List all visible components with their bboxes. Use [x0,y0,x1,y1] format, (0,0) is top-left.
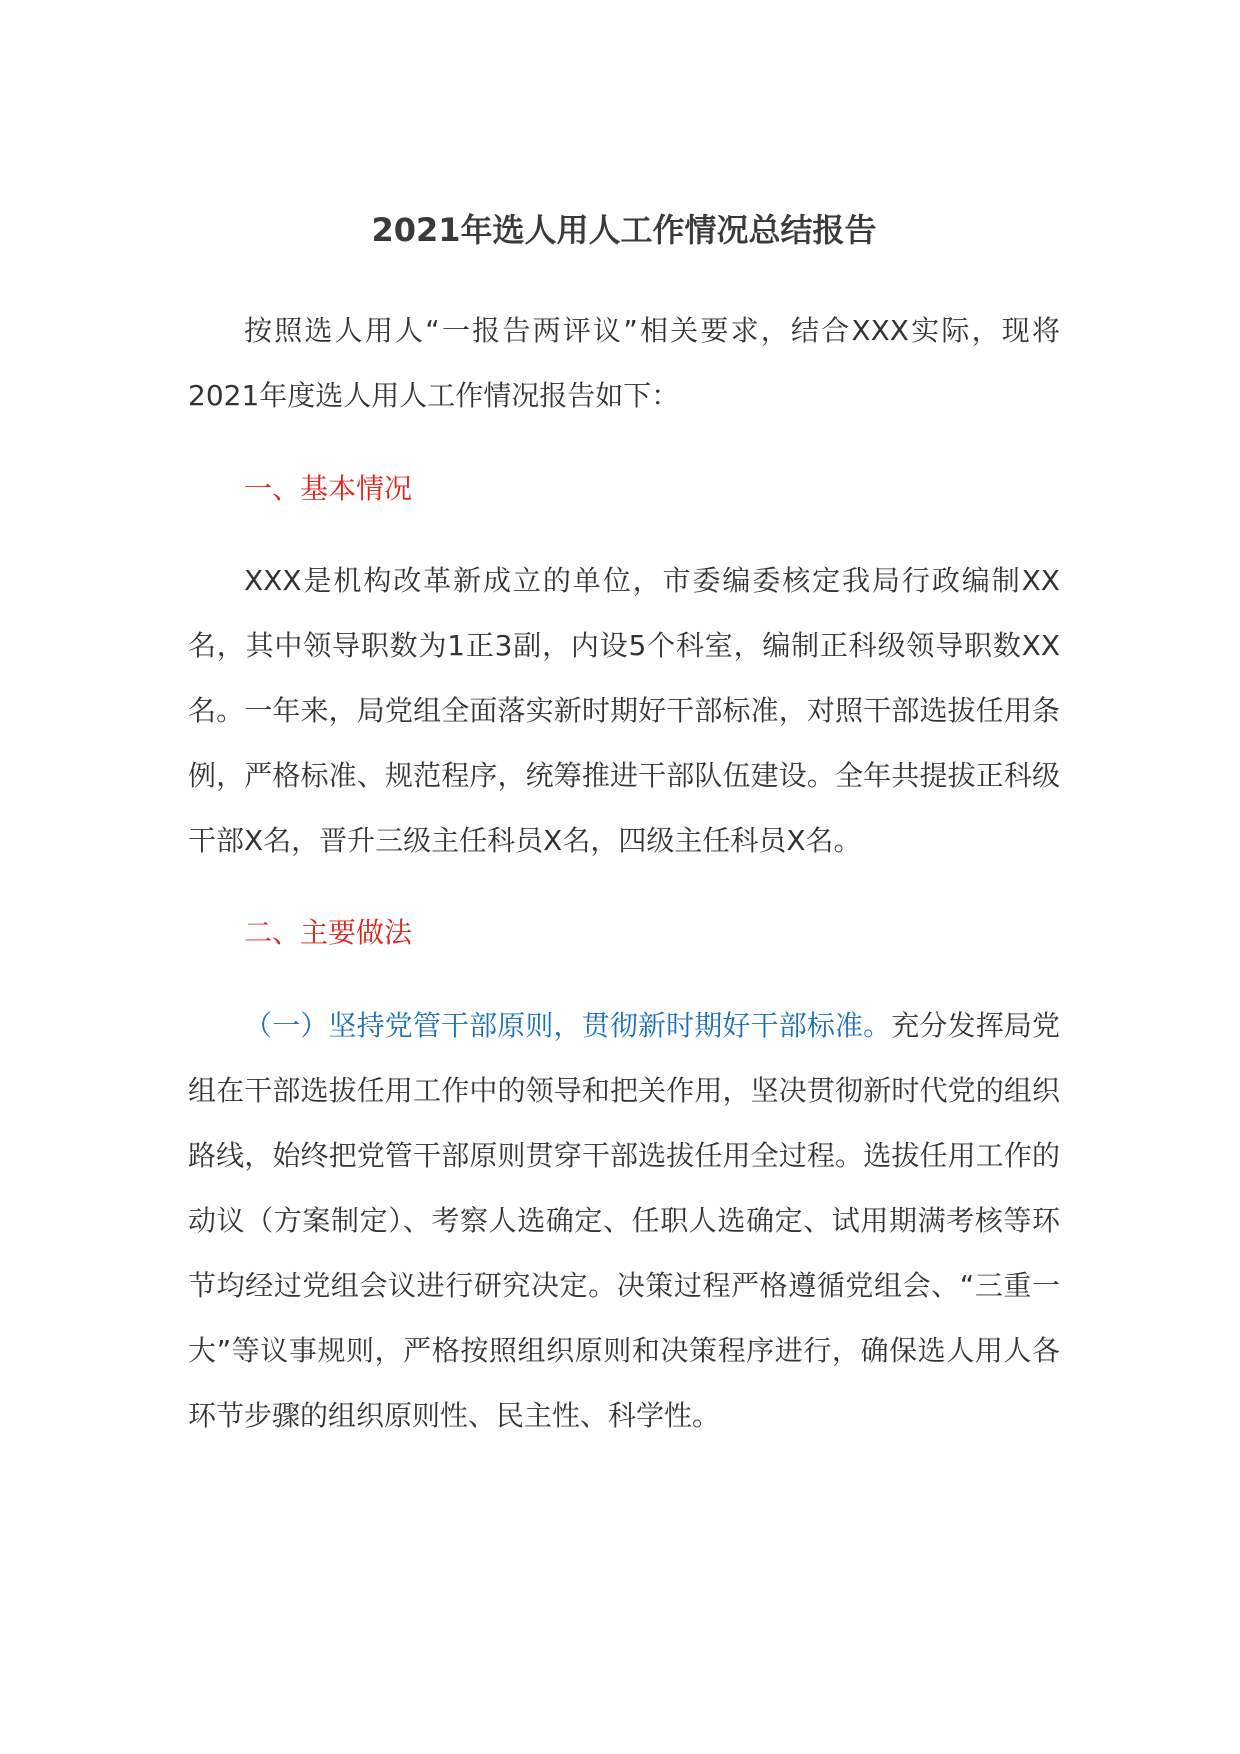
practice-paragraph-1 [188,993,1060,1448]
document-page [188,200,1060,1448]
section-heading-basic: 一、基本情况 [244,472,413,505]
section-heading-practices: 二、主要做法 [244,916,413,949]
practice-paragraph-1-body: 充分发挥局党组在干部选拔任用工作中的领导和把关作用，坚决贯彻新时代党的组织路线，始终把党管干部原则贯穿干部选拔任用全过程。选拔任用工作的动议（方案制定）、考察人选确定、任职人选确定、试用期满考核等环节均经过党组会议进行研究决定。决策过程严格遵循党组会、“三重一大”等议事规则，严格按照组织原则和决策程序进行，确保选人用人各环节步骤的组织原则性、民主性、科学性。 [188,1009,1060,1432]
basic-situation-paragraph: XXX是机构改革新成立的单位，市委编委核定我局行政编制XX名，其中领导职数为1正3副，内设5个科室，编制正科级领导职数XX名。一年来，局党组全面落实新时期好干部标准，对照干部选拔任用条例，严格标准、规范程序，统筹推进干部队伍建设。全年共提拔正科级干部X名，晋升三级主任科员X名，四级主任科员X名。 [188,564,1060,857]
subheading-party-leadership: （一）坚持党管干部原则，贯彻新时期好干部标准。 [244,1009,892,1042]
intro-paragraph: 按照选人用人“一报告两评议”相关要求，结合XXX实际，现将2021年度选人用人工作情况报告如下： [188,314,1060,412]
document-title: 2021年选人用人工作情况总结报告 [371,211,877,249]
